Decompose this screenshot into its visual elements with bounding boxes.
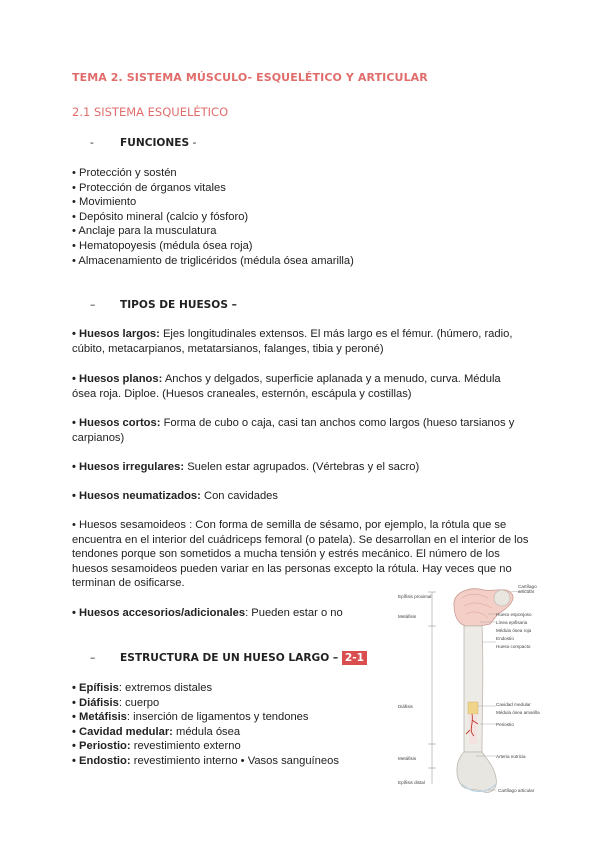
text-line: terminan de osificarse. <box>72 577 185 590</box>
text-line: encuentra en el interior del cuádriceps femoral (o patela). Se desarrollan en el interior de los <box>72 533 529 546</box>
term: • Huesos planos: <box>72 373 163 385</box>
funciones-list <box>72 166 372 268</box>
text-line: • Huesos sesamoideos : Con forma de semilla de sésamo, por ejemplo, la rótula que se <box>72 519 507 531</box>
list-item <box>72 681 372 696</box>
text: Forma de cubo o caja, casi tan anchos como largos (hueso tarsianos y <box>160 417 515 429</box>
figure-label-metafisis: Metáfisis <box>398 614 417 619</box>
estructura-list <box>72 681 372 769</box>
huesos-neumatizados-paragraph <box>72 489 532 504</box>
figure-ref-badge: 2-1 <box>342 651 367 665</box>
term: • Epífisis <box>72 682 119 694</box>
figure-label-epifisis-distal: Epífisis distal <box>398 780 425 785</box>
list-item <box>72 739 372 754</box>
estructura-heading-text: ESTRUCTURA DE UN HUESO LARGO – <box>120 652 339 664</box>
text: revestimiento interno • Vasos sanguíneos <box>130 754 339 767</box>
text-line: tendones porque son sometidos a mucha tensión y estrés mecánico. El número de los <box>72 548 500 561</box>
figure-label-endostio: Endostio <box>496 636 514 641</box>
huesos-planos-paragraph <box>72 372 532 401</box>
text: médula ósea <box>172 725 241 738</box>
text: : Pueden estar o no <box>245 607 343 619</box>
list-item: • Movimiento <box>72 196 137 209</box>
tipos-heading <box>90 298 237 313</box>
text: Ejes longitudinales extensos. El más largo es el fémur. (húmero, radio, <box>159 328 513 340</box>
figure-label-hueso-esponjoso: Hueso esponjoso <box>496 612 532 617</box>
text: ósea roja. Diploe. (Huesos craneales, esternón, escápula y costillas) <box>72 387 412 400</box>
term: • Metáfisis <box>72 711 127 724</box>
list-item <box>72 696 372 711</box>
text: Con cavidades <box>200 490 278 502</box>
figure-label-diafisis: Diáfisis <box>398 704 413 709</box>
term: • Huesos accesorios/adicionales <box>72 607 246 619</box>
term: • Huesos neumatizados: <box>72 490 201 502</box>
term: • Huesos largos: <box>72 328 160 340</box>
list-item <box>72 710 372 725</box>
funciones-heading-suffix: - <box>189 137 197 149</box>
list-item: • Depósito mineral (calcio y fósforo) <box>72 210 249 223</box>
list-item <box>72 754 372 769</box>
text: cúbito, metacarpianos, metatarsianos, falanges, tibia y peroné) <box>72 342 384 355</box>
funciones-heading-text: FUNCIONES <box>120 137 190 149</box>
list-item: • Protección de órganos vitales <box>72 181 226 194</box>
text: : cuerpo <box>118 696 160 709</box>
figure-label-cartilago-articular: Cartílago articular <box>518 584 537 594</box>
term: • Endostio: <box>72 754 131 767</box>
document-title: TEMA 2. SISTEMA MÚSCULO- ESQUELÉTICO Y ARTICULAR <box>72 71 428 84</box>
heading-dash: – <box>90 299 96 311</box>
text: : extremos distales <box>118 682 213 694</box>
huesos-irregulares-paragraph <box>72 460 532 475</box>
text: : inserción de ligamentos y tendones <box>126 711 309 724</box>
text: Anchos y delgados, superficie aplanada y a menudo, curva. Médula <box>162 373 501 385</box>
huesos-largos-paragraph <box>72 327 532 356</box>
list-item <box>72 725 372 740</box>
figure-label-hueso-compacto: Hueso compacto <box>496 644 531 649</box>
term: • Periostio: <box>72 740 131 753</box>
term: • Huesos irregulares: <box>72 461 185 473</box>
funciones-heading <box>90 136 196 151</box>
heading-dash: - <box>90 137 94 149</box>
term: • Diáfisis <box>72 696 119 709</box>
term: • Huesos cortos: <box>72 417 161 429</box>
list-item: • Protección y sostén <box>72 167 177 179</box>
text: revestimiento externo <box>130 740 241 753</box>
figure-label-cartilago-articular-distal: Cartílago articular <box>498 788 535 793</box>
tipos-heading-text: TIPOS DE HUESOS – <box>120 299 237 311</box>
figure-label-cavidad-medular: Cavidad medular <box>496 702 531 707</box>
estructura-heading <box>90 651 367 666</box>
heading-dash: – <box>90 652 96 664</box>
section-subtitle: 2.1 SISTEMA ESQUELÉTICO <box>72 105 229 119</box>
list-item: • Almacenamiento de triglicéridos (médula ósea amarilla) <box>72 254 354 267</box>
long-bone-figure <box>384 584 542 802</box>
list-item: • Anclaje para la musculatura <box>72 225 217 238</box>
huesos-cortos-paragraph <box>72 416 532 445</box>
text: Suelen estar agrupados. (Vértebras y el sacro) <box>184 461 420 473</box>
figure-label-metafisis-distal: Metáfisis <box>398 756 417 761</box>
text: carpianos) <box>72 431 125 444</box>
figure-label-medula-amarilla: Médula ósea amarilla <box>496 710 540 715</box>
figure-label-medula-roja: Médula ósea roja <box>496 628 532 633</box>
text-line: huesos sesamoideos pueden variar en las personas excepto la rótula. Hay veces que no <box>72 562 512 575</box>
figure-label-linea-epifisaria: Línea epifisaria <box>496 620 528 625</box>
term: • Cavidad medular: <box>72 725 173 738</box>
list-item: • Hematopoyesis (médula ósea roja) <box>72 239 253 252</box>
figure-label-arteria-nutricia: Arteria nutricia <box>496 754 526 759</box>
figure-label-periostio: Periostio <box>496 722 514 727</box>
figure-label-epifisis-proximal: Epífisis proximal <box>398 594 432 599</box>
huesos-sesamoideos-paragraph <box>72 518 532 591</box>
